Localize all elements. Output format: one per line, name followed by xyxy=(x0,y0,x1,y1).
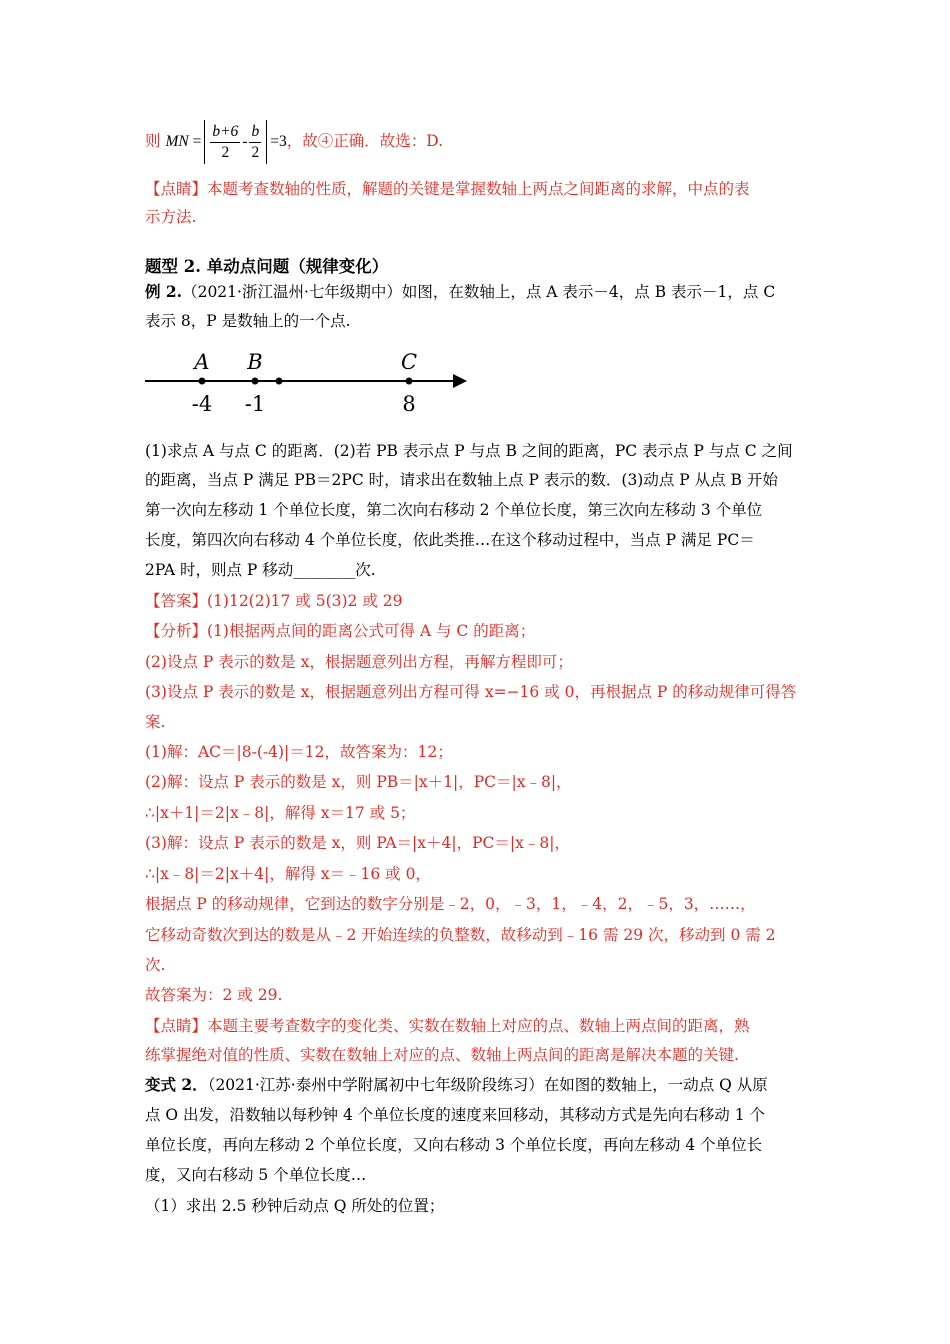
example-line-2: 表示 8，P 是数轴上的一个点. xyxy=(145,312,351,330)
answer-line: 它移动奇数次到达的数是从﹣2 开始连续的负整数，故移动到﹣16 需 29 次，移动到 0 需 2 xyxy=(145,926,776,944)
formula-line xyxy=(145,117,443,166)
variant-line-1 xyxy=(145,1074,768,1096)
label-a: A xyxy=(194,350,210,374)
section-title: 题型 2. 单动点问题（规律变化） xyxy=(145,257,389,276)
formula-rhs: =3 xyxy=(270,133,287,150)
answer-line: (3)解：设点 P 表示的数是 x，则 PA＝|x＋4|，PC＝|x﹣8|， xyxy=(145,834,570,852)
origin-dot xyxy=(276,378,283,385)
answer-line: 故答案为：2 或 29. xyxy=(145,986,283,1004)
fraction-2 xyxy=(249,122,261,163)
question-line: 长度，第四次向右移动 4 个单位长度，依此类推…在这个移动过程中，当点 P 满足 PC＝ xyxy=(145,531,755,549)
formula-lhs: MN xyxy=(165,133,189,150)
label-b: B xyxy=(247,350,263,374)
point-b-dot xyxy=(252,378,259,385)
formula-prefix: 则 xyxy=(145,132,161,150)
answer-line: (2)设点 P 表示的数是 x，根据题意列出方程，再解方程即可； xyxy=(145,653,573,671)
number-line-arrow-icon xyxy=(453,374,467,388)
fraction-2-numerator: b xyxy=(251,122,260,140)
value-a: -4 xyxy=(191,392,213,416)
fraction-2-denominator: 2 xyxy=(251,143,260,161)
fraction-1 xyxy=(210,122,240,163)
abs-bar-right xyxy=(266,120,267,164)
question-line: 的距离，当点 P 满足 PB＝2PC 时，请求出在数轴上点 P 表示的数．(3)动点 P 从点 B 开始 xyxy=(145,471,778,489)
answer-line: ∴|x﹣8|＝2|x＋4|，解得 x＝﹣16 或 0， xyxy=(145,865,431,883)
example-text-1: （2021·浙江温州·七年级期中）如图，在数轴上，点 A 表示－4，点 B 表示－1，点 C xyxy=(182,283,776,301)
answer-line: (3)设点 P 表示的数是 x，根据题意列出方程可得 x=−16 或 0，再根据点 P 的移动规律可得答 xyxy=(145,683,797,701)
answer-line: 【答案】(1)12(2)17 或 5(3)2 或 29 xyxy=(145,592,403,610)
answer-line: ∴|x＋1|＝2|x﹣8|，解得 x＝17 或 5； xyxy=(145,804,416,822)
answer-line: 案. xyxy=(145,713,166,731)
number-line-figure xyxy=(145,345,475,425)
fraction-1-denominator: 2 xyxy=(221,143,230,161)
answer-line: 练掌握绝对值的性质、实数在数轴上对应的点、数轴上两点间的距离是解决本题的关键. xyxy=(145,1046,739,1064)
variant-label: 变式 2． xyxy=(145,1075,208,1094)
answer-line: (1)解：AC＝|8-(-4)|＝12，故答案为：12； xyxy=(145,743,453,761)
value-c: 8 xyxy=(402,392,416,416)
answer-line: 根据点 P 的移动规律，它到达的数字分别是﹣2，0，﹣3，1，﹣4，2，﹣5，3，……， xyxy=(145,895,756,913)
answer-line: 【分析】(1)根据两点间的距离公式可得 A 与 C 的距离； xyxy=(145,622,536,640)
formula-suffix: ，故④正确．故选：D. xyxy=(286,132,444,150)
formula-eq: = xyxy=(192,133,202,150)
value-b: -1 xyxy=(244,392,266,416)
variant-text-1: （2021·江苏·泰州中学附属初中七年级阶段练习）在如图的数轴上，一动点 Q 从原 xyxy=(207,1076,768,1094)
variant-line: 度，又向右移动 5 个单位长度… xyxy=(145,1166,367,1184)
answer-line: 【点睛】本题主要考查数字的变化类、实数在数轴上对应的点、数轴上两点间的距离，熟 xyxy=(145,1017,750,1035)
dianjing-1-line-1: 【点睛】本题考查数轴的性质，解题的关键是掌握数轴上两点之间距离的求解，中点的表 xyxy=(145,180,750,198)
point-a-dot xyxy=(199,378,206,385)
dianjing-1-line-2: 示方法. xyxy=(145,208,197,226)
example-label: 例 2. xyxy=(145,282,183,301)
question-line: 第一次向左移动 1 个单位长度，第二次向右移动 2 个单位长度，第三次向左移动 3 个单位 xyxy=(145,501,763,519)
point-c-dot xyxy=(406,378,413,385)
label-c: C xyxy=(400,350,418,374)
question-line: (1)求点 A 与点 C 的距离．(2)若 PB 表示点 P 与点 B 之间的距离，PC 表示点 P 与点 C 之间 xyxy=(145,442,793,460)
variant-line: 单位长度，再向左移动 2 个单位长度，又向右移动 3 个单位长度，再向左移动 4 个单位长 xyxy=(145,1136,763,1154)
abs-bar-left xyxy=(204,120,205,164)
question-line: 2PA 时，则点 P 移动________次. xyxy=(145,561,376,579)
answer-line: (2)解：设点 P 表示的数是 x，则 PB＝|x＋1|，PC＝|x﹣8|， xyxy=(145,773,572,791)
variant-line: 点 O 出发，沿数轴以每秒钟 4 个单位长度的速度来回移动，其移动方式是先向右移动 1 个 xyxy=(145,1106,765,1124)
formula-minus: - xyxy=(242,133,248,150)
answer-line: 次. xyxy=(145,956,166,974)
variant-line: （1）求出 2.5 秒钟后动点 Q 所处的位置； xyxy=(145,1197,445,1215)
fraction-1-numerator: b+6 xyxy=(212,122,239,140)
example-line-1 xyxy=(145,281,775,303)
